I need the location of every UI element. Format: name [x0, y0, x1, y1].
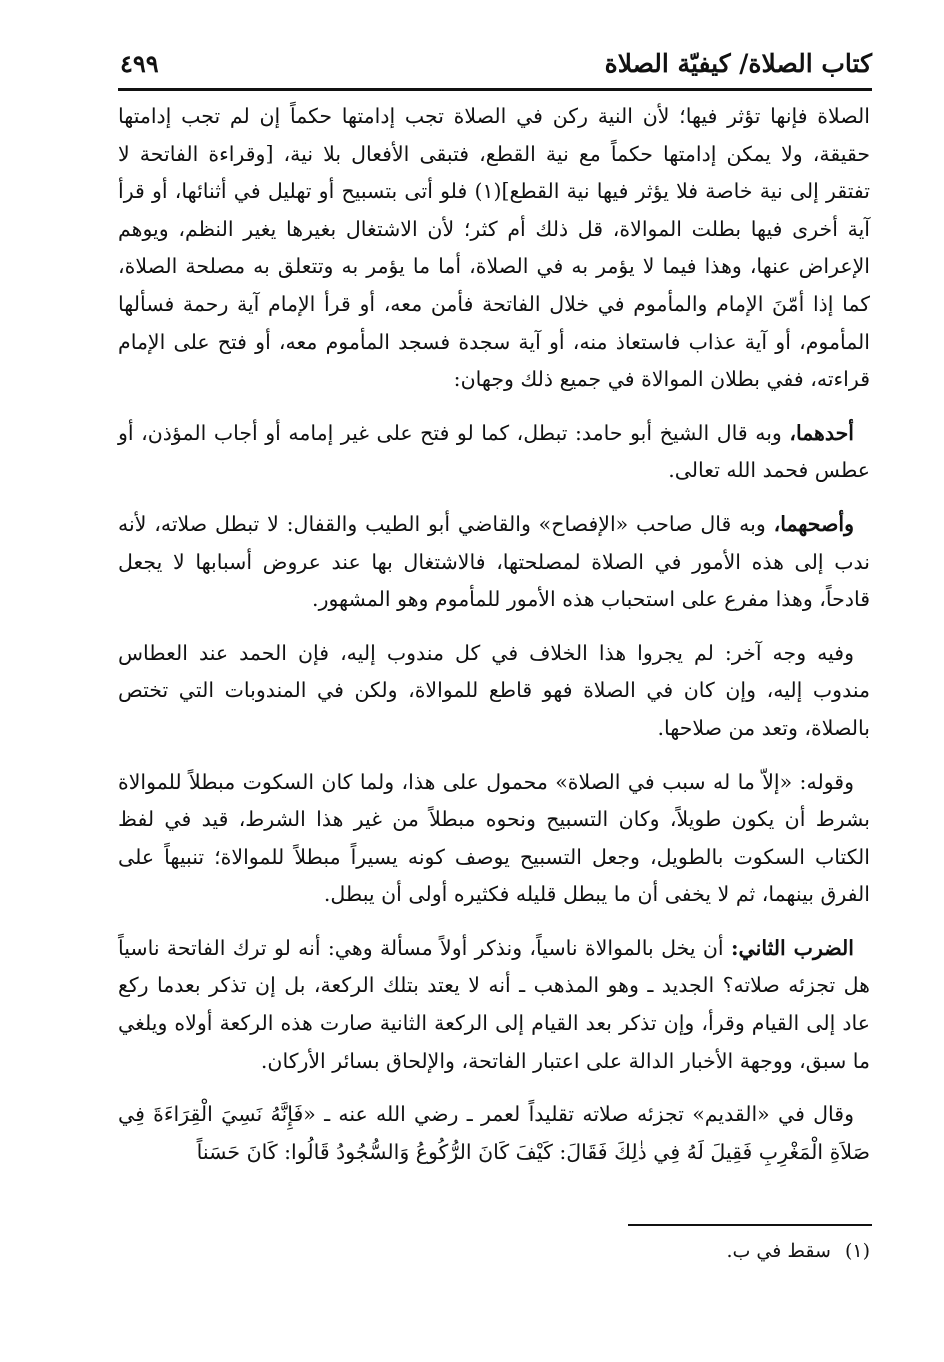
paragraph-5-text: وقوله: «إلاّ ما له سبب في الصلاة» محمول على هذا، ولما كان السكوت مبطلاً للموالاة بشرط أن يكون طويلاً، وكان التسبيح ونحوه مبطلاً من غير هذا الشرط، قيد في لفظ الكتاب السكوت بالطويل، وجعل التسبيح يوصف كونه يسيراً مبطلاً للموالاة؛ تنبيهاً على الفرق بينهما، ثم لا يخفى أن ما يبطل قليله فكثيره أولى أن يبطل.: [118, 769, 870, 907]
header-rule: [118, 88, 872, 91]
paragraph-7-text: وقال في «القديم» تجزئه صلاته تقليداً لعمر ـ رضي الله عنه ـ «فَإِنَّهُ نَسِيَ الْقِرَاءَةَ فِي صَلاَةِ الْمَغْرِبِ فَقِيلَ لَهُ فِي ذٰلِكَ فَقَالَ: كَيْفَ كَانَ الرُّكُوعُ وَالسُّجُودُ قَالُوا: كَانَ حَسَناً: [118, 1102, 870, 1164]
paragraph-3-lead: وأصحهما،: [773, 511, 854, 536]
paragraph-6-text: أن يخل بالموالاة ناسياً، ونذكر أولاً مسألة وهي: أنه لو ترك الفاتحة ناسياً هل تجزئه صلاته؟ الجديد ـ وهو المذهب ـ أنه لا يعتد بتلك الركعة، بل إن تذكر بعدما ركع عاد إلى القيام وقرأ، وإن تذكر بعد القيام إلى الركعة الثانية صارت هذه الركعة أولاه ويلغي ما سبق، ووجهة الأخبار الدالة على اعتبار الفاتحة، والإلحاق بسائر الأركان.: [118, 935, 870, 1073]
paragraph-1-text: الصلاة فإنها تؤثر فيها؛ لأن النية ركن في الصلاة تجب إدامتها حكماً إن لم تجب إدامتها حقيقة، ولا يمكن إدامتها حكماً مع نية القطع، فتبقى الأفعال بلا نية، [وقراءة الفاتحة لا تفتقر إلى نية خاصة فلا يؤثر فيها نية القطع](١) فلو أتى بتسبيح أو تهليل في أثنائها، أو قرأ آية أخرى فيها بطلت الموالاة، قل ذلك أم كثر؛ لأن الاشتغال بغيرها يغير النظم، ويوهم الإعراض عنها، وهذا فيما لا يؤمر به في الصلاة، أما ما يؤمر به وتتعلق به مصلحة الصلاة، كما إذا أمّنَ الإمام والمأموم في خلال الفاتحة فأمن معه، أو قرأ الإمام آية رحمة فسألها المأموم، أو آية عذاب فاستعاذ منه، أو آية سجدة فسجد المأموم معه، أو فتح على الإمام قراءته، ففي بطلان الموالاة في جميع ذلك وجهان:: [118, 104, 870, 392]
footnote-text: سقط في ب.: [726, 1240, 831, 1262]
paragraph-4: [118, 635, 870, 748]
footnote-rule: [628, 1224, 872, 1226]
paragraph-6: [118, 930, 870, 1080]
main-text: [118, 98, 870, 1187]
paragraph-7: [118, 1096, 870, 1171]
paragraph-3-text: وبه قال صاحب «الإفصاح» والقاضي أبو الطيب والقفال: لا تبطل صلاته، لأنه ندب إلى هذه الأمور في الصلاة لمصلحتها، فالاشتغال بها عند عروض أسبابها لا يجعل قادحاً، وهذا مفرع على استحباب هذه الأمور للمأموم وهو المشهور.: [118, 511, 870, 612]
paragraph-6-lead: الضرب الثاني:: [730, 935, 854, 960]
footnote-marker: (١): [844, 1240, 870, 1262]
paragraph-5: [118, 764, 870, 914]
paragraph-4-text: وفيه وجه آخر: لم يجروا هذا الخلاف في كل مندوب إليه، فإن الحمد عند العطاس مندوب إليه، وإن كان في الصلاة فهو قاطع للموالاة، ولكن في المندوبات التي تختص بالصلاة، وتعد من صلاحها.: [118, 640, 870, 740]
footnote: [726, 1236, 870, 1266]
page-number: ٤٩٩: [120, 48, 159, 78]
running-title: كتاب الصلاة/ كيفيّة الصلاة: [604, 48, 872, 78]
paragraph-2-lead: أحدهما،: [789, 420, 854, 445]
paragraph-3: [118, 506, 870, 619]
paragraph-2-text: وبه قال الشيخ أبو حامد: تبطل، كما لو فتح على غير إمامه أو أجاب المؤذن، أو عطس فحمد الله تعالى.: [118, 420, 870, 483]
paragraph-1: [118, 98, 870, 399]
paragraph-2: [118, 415, 870, 490]
running-header: [120, 40, 872, 86]
